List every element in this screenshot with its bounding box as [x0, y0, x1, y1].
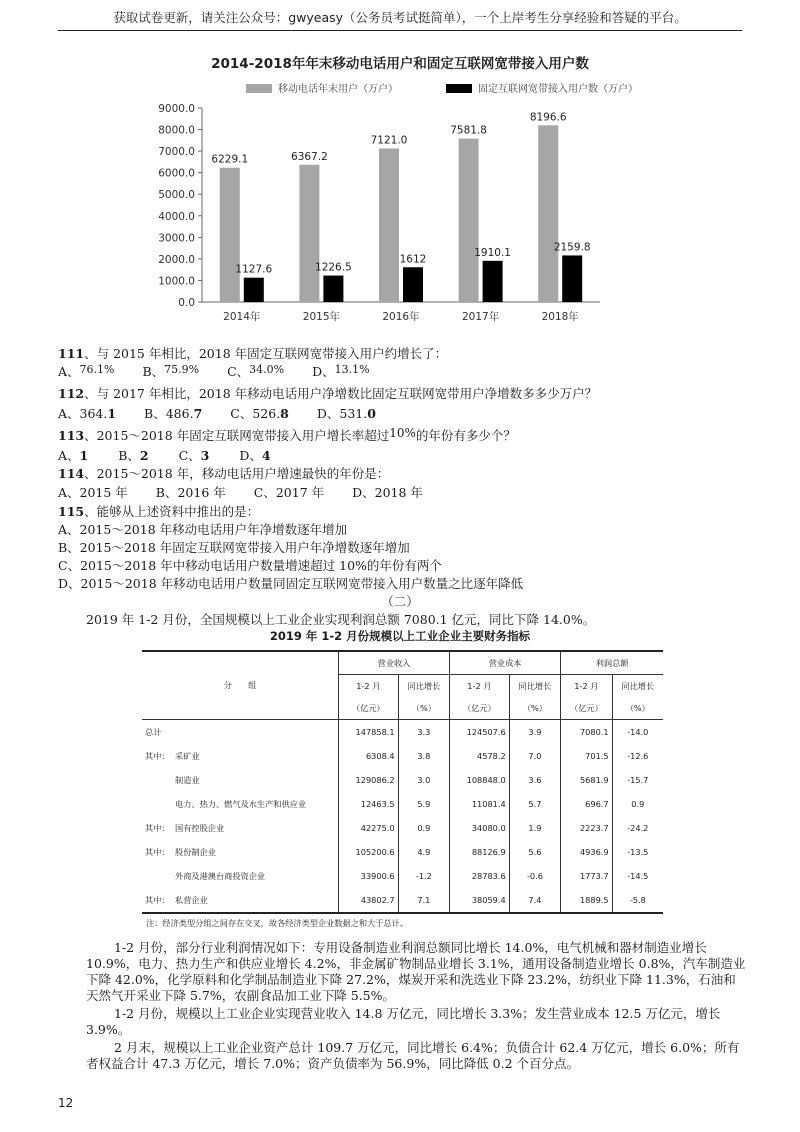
question-115-option-c: C、2015～2018 年中移动电话用户数量增速超过 10%的年份有两个: [58, 558, 442, 573]
table-cell: -13.5: [612, 840, 663, 864]
y-tick-label: 4000.0: [158, 210, 195, 223]
unit-header: （%）: [509, 697, 560, 720]
bar-value-label: 2159.8: [553, 241, 591, 254]
option-b: 2: [139, 448, 149, 463]
table-cell: 5.9: [398, 792, 449, 816]
option-b: B、2016 年: [155, 485, 226, 500]
table-row: [142, 744, 663, 768]
option-d: D、2018 年: [352, 485, 423, 500]
option-b: B、486.: [144, 406, 194, 421]
table-cell: 11081.4: [450, 792, 510, 816]
table-cell: -14.5: [612, 864, 663, 888]
question-number: 114: [58, 466, 85, 481]
row-label: [142, 816, 339, 840]
row-name: 私营企业: [175, 894, 208, 905]
question-115-option-d: D、2015～2018 年移动电话用户数量同固定互联网宽带接入用户数量之比逐年降低: [58, 576, 524, 591]
sub-header: 1-2 月: [450, 675, 510, 698]
option-b-value: 75.9%: [164, 363, 200, 376]
option-d: D、531.: [316, 406, 368, 421]
table-cell: 7.4: [509, 888, 560, 913]
header-divider: [58, 30, 742, 31]
row-name: 采矿业: [175, 750, 200, 761]
bar-chart: [150, 72, 638, 334]
bar-mobile: [299, 165, 319, 302]
y-tick-label: 7000.0: [158, 146, 195, 159]
question-stem: 、与 2017 年相比，2018 年移动电话用户净增数比固定互联网宽带用户净增数多多少万户？: [84, 386, 598, 401]
unit-header: （亿元）: [339, 697, 399, 720]
table-cell: 7.0: [509, 744, 560, 768]
table-row: [142, 768, 663, 792]
table-row: [142, 840, 663, 864]
table-cell: 105200.6: [339, 840, 399, 864]
option-label: A、: [58, 364, 80, 379]
bar-value-label: 1226.5: [315, 261, 352, 274]
question-113-options: A、1 B、2 C、3 D、4: [58, 448, 271, 463]
row-name: 国有控股企业: [175, 822, 225, 833]
row-label: [142, 768, 339, 792]
option-c: C、2017 年: [253, 485, 325, 500]
x-tick-label: 2017年: [461, 311, 500, 323]
sub-header: 同比增长: [398, 675, 449, 698]
unit-header: （%）: [398, 697, 449, 720]
table-row: [142, 816, 663, 840]
col-group-header: 分 组: [142, 651, 339, 720]
table-cell: 3.6: [509, 768, 560, 792]
question-112: [58, 384, 597, 402]
row-prefix: 总计: [145, 726, 162, 737]
row-name: 制造业: [175, 774, 200, 785]
row-label: [142, 864, 339, 888]
y-tick-label: 2000.0: [158, 253, 195, 266]
y-tick-label: 3000.0: [158, 232, 195, 245]
question-115: [58, 502, 259, 520]
table-cell: 33900.6: [339, 864, 399, 888]
x-tick-label: 2018年: [541, 311, 579, 323]
y-tick-label: 8000.0: [158, 124, 195, 137]
group-header-cost: 营业成本: [450, 651, 561, 675]
row-prefix: 其中：: [145, 894, 170, 905]
unit-header: （%）: [612, 697, 663, 720]
row-label: [142, 888, 339, 913]
table-cell: 5.7: [509, 792, 560, 816]
table-cell: 88126.9: [450, 840, 510, 864]
table-cell: -15.7: [612, 768, 663, 792]
unit-header: （亿元）: [450, 697, 510, 720]
question-111-options: [58, 362, 370, 380]
table-cell: 1773.7: [561, 864, 612, 888]
bar-value-label: 1612: [399, 253, 427, 266]
question-stem: 、与 2015 年相比，2018 年固定互联网宽带接入用户约增长了：: [84, 346, 448, 361]
row-label: [142, 792, 339, 816]
row-label: [142, 840, 339, 864]
bar-value-label: 7581.8: [450, 124, 487, 137]
table-cell: 701.5: [561, 744, 612, 768]
y-tick-label: 5000.0: [158, 189, 195, 202]
table-cell: 4.9: [398, 840, 449, 864]
unit-header: （亿元）: [561, 697, 612, 720]
question-111: [58, 344, 447, 362]
table-cell: 28783.6: [450, 864, 510, 888]
row-prefix: 其中：: [145, 822, 170, 833]
option-c: C、526.: [230, 406, 281, 421]
option-label: D、: [312, 364, 335, 379]
row-name: 外商及港澳台商投资企业: [175, 870, 266, 881]
paragraph-industry-profits: 1-2 月份，部分行业利润情况如下：专用设备制造业利润总额同比增长 14.0%，电气机械和器材制造业增长 10.9%，电力、热力生产和供应业增长 4.2%，非金属矿物制品业增长 3.1%，通用设备制造业增长 0.8%，汽车制造业下降 42.0%，化学原料和化学制品制造业下降 27.2%，煤炭开采和洗选业下降 23.2%，纺织业下降 11.3%，石油和天然气开采业下降 5.7%，农副食品加工业下降 5.5%。: [86, 940, 746, 1003]
x-tick-label: 2015年: [302, 311, 341, 323]
table-cell: 0.9: [398, 816, 449, 840]
row-name: 电力、热力、燃气及水生产和供应业: [175, 798, 307, 809]
table-row: [142, 792, 663, 816]
bar-broadband: [244, 278, 264, 302]
y-tick-label: 9000.0: [158, 103, 195, 115]
table-cell: -14.0: [612, 720, 663, 745]
question-113: 113、2015～2018 年固定互联网宽带接入用户增长率超过10%的年份有多少个？: [58, 426, 516, 443]
bar-mobile: [459, 139, 479, 302]
option-a: A、364.: [58, 406, 108, 421]
table-row: [142, 720, 663, 745]
table-cell: 3.3: [398, 720, 449, 745]
option-label: C、: [227, 364, 250, 379]
option-a: 1: [79, 448, 89, 463]
table-cell: -0.6: [509, 864, 560, 888]
row-label: [142, 720, 339, 745]
table-cell: 6308.4: [339, 744, 399, 768]
y-tick-label: 1000.0: [158, 275, 195, 288]
question-stem: 、2015～2018 年，移动电话用户增速最快的年份是：: [84, 466, 390, 481]
table-cell: 108848.0: [450, 768, 510, 792]
group-header-profit: 利润总额: [561, 651, 663, 675]
sub-header: 1-2 月: [561, 675, 612, 698]
legend-swatch-1: [446, 84, 472, 93]
bar-broadband: [323, 276, 343, 302]
bar-mobile: [220, 168, 240, 302]
paragraph-assets: 2 月末，规模以上工业企业资产总计 109.7 万亿元，同比增长 6.4%；负债合计 62.4 万亿元，增长 6.0%；所有者权益合计 47.3 万亿元，增长 7.0%；资产负债率为 56.9%，同比降低 0.2 个百分点。: [86, 1040, 740, 1071]
question-stem: 、能够从上述资料中推出的是：: [84, 504, 260, 519]
legend-swatch-0: [246, 84, 272, 93]
question-number: 113: [58, 428, 85, 443]
table-row: [142, 888, 663, 913]
table-row: [142, 864, 663, 888]
question-114-options: [58, 483, 423, 501]
x-tick-label: 2016年: [382, 311, 420, 323]
question-115-option-b: B、2015～2018 年固定互联网宽带接入用户年净增数逐年增加: [58, 540, 410, 555]
bar-broadband: [483, 261, 503, 302]
question-114: [58, 464, 389, 482]
table-cell: 5.6: [509, 840, 560, 864]
y-tick-label: 0.0: [178, 297, 195, 309]
table-cell: -12.6: [612, 744, 663, 768]
table-cell: 696.7: [561, 792, 612, 816]
question-115-option-a: A、2015～2018 年移动电话用户年净增数逐年增加: [58, 522, 348, 537]
table-cell: 3.8: [398, 744, 449, 768]
option-label: B、: [142, 364, 165, 379]
table-cell: 1.9: [509, 816, 560, 840]
table-cell: 34080.0: [450, 816, 510, 840]
bar-mobile: [379, 149, 399, 302]
option-a-value: 76.1%: [79, 363, 115, 376]
table-cell: 43802.7: [339, 888, 399, 913]
table-cell: 7080.1: [561, 720, 612, 745]
page-header: 获取试卷更新，请关注公众号：gwyeasy（公务员考试挺简单），一个上岸考生分享经验和答疑的平台。: [113, 10, 687, 25]
bar-value-label: 1127.6: [235, 263, 273, 276]
paragraph-revenue: 1-2 月份，规模以上工业企业实现营业收入 14.8 万亿元，同比增长 3.3%；发生营业成本 12.5 万亿元，增长 3.9%。: [86, 1006, 721, 1037]
sub-header: 同比增长: [612, 675, 663, 698]
legend-label-1: 固定互联网宽带接入用户数（万户）: [478, 84, 638, 95]
question-number: 115: [58, 504, 85, 519]
bar-value-label: 8196.6: [529, 111, 567, 124]
legend-label-0: 移动电话年末用户（万户）: [278, 84, 398, 95]
bar-broadband: [403, 267, 423, 302]
chart-title: 2014-2018年年末移动电话用户和固定互联网宽带接入用户数: [211, 56, 589, 72]
section-intro: 2019 年 1-2 月份，全国规模以上工业企业实现利润总额 7080.1 亿元，同比下降 14.0%。: [86, 612, 596, 627]
table-title: 2019 年 1-2 月份规模以上工业企业主要财务指标: [269, 629, 531, 643]
table-cell: 124507.6: [450, 720, 510, 745]
row-label: [142, 744, 339, 768]
x-tick-label: 2014年: [223, 311, 261, 323]
table-note: 注：经济类型分组之间存在交叉，故各经济类型企业数据之和大于总计。: [146, 918, 409, 928]
option-c-value: 34.0%: [249, 363, 285, 376]
table-cell: 7.1: [398, 888, 449, 913]
y-tick-label: 6000.0: [158, 167, 195, 180]
table-cell: 5681.9: [561, 768, 612, 792]
question-stem: 、2015～2018 年固定互联网宽带接入用户增长率超过: [84, 428, 390, 443]
table-cell: -24.2: [612, 816, 663, 840]
bar-value-label: 6367.2: [291, 150, 328, 163]
table-cell: 129086.2: [339, 768, 399, 792]
table-cell: 3.9: [509, 720, 560, 745]
section-label: （二）: [381, 594, 419, 609]
table-cell: 2223.7: [561, 816, 612, 840]
sub-header: 1-2 月: [339, 675, 399, 698]
row-name: 股份制企业: [175, 846, 216, 857]
question-number: 112: [58, 386, 85, 401]
bar-value-label: 6229.1: [211, 153, 249, 166]
table-cell: 12463.5: [339, 792, 399, 816]
page-number: 12: [58, 1096, 74, 1110]
option-a: A、2015 年: [58, 485, 128, 500]
bar-mobile: [538, 125, 558, 302]
financial-table: [142, 650, 663, 914]
option-c: 3: [200, 448, 210, 463]
question-number: 111: [58, 346, 85, 361]
table-cell: 42275.0: [339, 816, 399, 840]
table-cell: 4936.9: [561, 840, 612, 864]
table-cell: 1889.5: [561, 888, 612, 913]
table-cell: -5.8: [612, 888, 663, 913]
table-cell: 147858.1: [339, 720, 399, 745]
option-d: 4: [261, 448, 271, 463]
row-prefix: 其中：: [145, 750, 170, 761]
table-cell: 0.9: [612, 792, 663, 816]
table-cell: 38059.4: [450, 888, 510, 913]
table-cell: 4578.2: [450, 744, 510, 768]
question-112-options: A、364.1 B、486.7 C、526.8 D、531.0: [58, 406, 376, 421]
bar-value-label: 7121.0: [370, 134, 408, 147]
row-prefix: 其中：: [145, 846, 170, 857]
sub-header: 同比增长: [509, 675, 560, 698]
table-cell: -1.2: [398, 864, 449, 888]
option-d-value: 13.1%: [334, 363, 370, 376]
table-cell: 3.0: [398, 768, 449, 792]
bar-value-label: 1910.1: [474, 246, 511, 259]
bar-broadband: [562, 255, 582, 302]
group-header-revenue: 营业收入: [339, 651, 450, 675]
